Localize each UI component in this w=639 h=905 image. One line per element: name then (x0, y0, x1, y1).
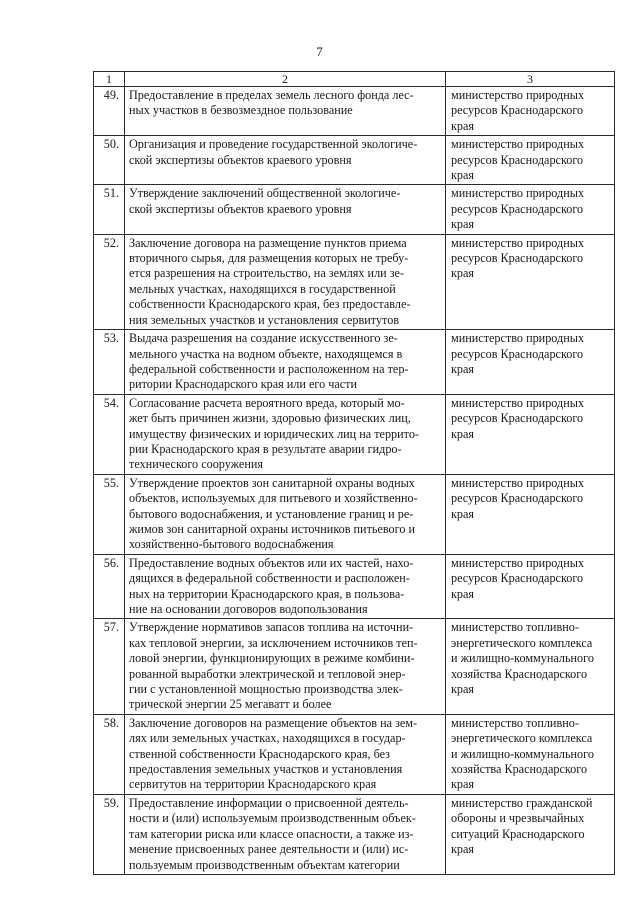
organization-line: министерство природных (451, 555, 585, 570)
row-organization (446, 794, 615, 874)
table-row (94, 234, 615, 329)
description-line: Утверждение нормативов запасов топлива на источни- (129, 620, 414, 635)
organization-line: края (451, 586, 475, 601)
description-line: Предоставление в пределах земель лесного фонда лес- (129, 88, 414, 102)
row-organization (446, 185, 615, 234)
row-number: 56. (94, 554, 125, 619)
description-line: Организация и проведение государственной экологиче- (129, 137, 418, 152)
row-number: 52. (94, 234, 125, 329)
description-line: жимов зон санитарной охраны источников питьевого и (129, 521, 415, 536)
row-description (125, 136, 446, 185)
header-col-3: 3 (446, 72, 615, 87)
description-line: ния земельных участков и установления сервитутов (129, 312, 400, 327)
table-row (94, 330, 615, 395)
description-line: Утверждение заключений общественной экологиче- (129, 186, 401, 201)
description-line: мельных участках, находящихся в государственной (129, 281, 396, 296)
description-line: имуществу физических и юридических лиц на террито- (129, 426, 419, 441)
description-line: ской экспертизы объектов краевого уровня (129, 152, 352, 167)
description-line: сервитутов на территории Краснодарского края (129, 777, 377, 792)
row-organization (446, 714, 615, 794)
organization-line: края (451, 426, 475, 441)
description-line: собственности Краснодарского края, без предоставле- (129, 297, 411, 312)
organization-line: края (451, 361, 475, 376)
page-number: 7 (316, 44, 323, 59)
description-line: ственной собственности Краснодарского края, без (129, 746, 391, 761)
description-line: ности и (или) используемым производственным объек- (129, 811, 416, 826)
row-description (125, 330, 446, 395)
description-line: Предоставление водных объектов или их частей, нахо- (129, 555, 414, 570)
row-number: 53. (94, 330, 125, 395)
organization-line: энергетического комплекса (451, 731, 593, 746)
description-line: там категории риска или классе опасности, а также из- (129, 826, 414, 841)
row-number: 59. (94, 794, 125, 874)
row-description (125, 619, 446, 714)
description-line: федеральной собственности и расположенном на тер- (129, 361, 409, 376)
table-row (94, 554, 615, 619)
organization-line: министерство природных (451, 331, 585, 346)
organization-line: обороны и чрезвычайных (451, 811, 585, 826)
description-line: дящихся в федеральной собственности и расположен- (129, 571, 410, 586)
table-header-row (94, 72, 615, 87)
row-organization (446, 394, 615, 474)
description-line: ках тепловой энергии, за исключением источников теп- (129, 635, 418, 650)
table-body (94, 72, 615, 875)
row-organization (446, 474, 615, 554)
description-line: Заключение договоров на размещение объектов на зем- (129, 715, 418, 730)
description-line: Утверждение проектов зон санитарной охраны водных (129, 475, 415, 490)
row-description (125, 185, 446, 234)
organization-line: и жилищно-коммунального (451, 746, 594, 761)
organization-line: края (451, 777, 475, 792)
organization-line: министерство природных (451, 137, 585, 152)
description-line: ловой энергии, функционирующих в режиме комбини- (129, 651, 415, 666)
table-row (94, 714, 615, 794)
description-line: ской экспертизы объектов краевого уровня (129, 201, 352, 216)
organization-line: министерство природных (451, 475, 585, 490)
row-number: 55. (94, 474, 125, 554)
organization-line: ресурсов Краснодарского (451, 251, 584, 266)
description-line: технического сооружения (129, 457, 263, 472)
description-line: ритории Краснодарского края или его части (129, 377, 358, 392)
description-line: трической энергии 25 мегаватт и более (129, 697, 332, 712)
organization-line: министерство топливно- (451, 715, 579, 730)
description-line: предоставления земельных участков и установления (129, 762, 403, 777)
table-row (94, 87, 615, 136)
row-organization (446, 136, 615, 185)
organization-line: края (451, 168, 475, 183)
row-description (125, 394, 446, 474)
table-row (94, 619, 615, 714)
organization-line: энергетического комплекса (451, 635, 593, 650)
table-row (94, 136, 615, 185)
description-line: рованной выработки электрической и тепловой энер- (129, 666, 406, 681)
description-line: лях или земельных участках, находящихся в государ- (129, 731, 406, 746)
organization-line: края (451, 217, 475, 232)
description-line: ется разрешения на строительство, на землях или зе- (129, 266, 404, 281)
description-line: Предоставление информации о присвоенной деятель- (129, 795, 409, 810)
description-line: менение присвоенных ранее деятельности и (или) ис- (129, 842, 409, 857)
row-organization (446, 330, 615, 395)
organization-line: министерство природных (451, 186, 585, 201)
description-line: ных на территории Краснодарского края, в пользова- (129, 586, 405, 601)
services-table (93, 71, 615, 875)
header-col-2: 2 (125, 72, 446, 87)
organization-line: ресурсов Краснодарского (451, 201, 584, 216)
description-line: гии с установленной мощностью производства элек- (129, 682, 403, 697)
organization-line: ресурсов Краснодарского (451, 152, 584, 167)
row-description (125, 87, 446, 136)
organization-line: министерство гражданской (451, 795, 593, 810)
row-number: 49. (94, 87, 125, 136)
organization-line: края (451, 506, 475, 521)
organization-line: министерство природных (451, 235, 585, 250)
description-line: объектов, используемых для питьевого и хозяйственно- (129, 491, 418, 506)
row-number: 54. (94, 394, 125, 474)
organization-line: министерство топливно- (451, 620, 579, 635)
organization-line: министерство природных (451, 395, 585, 410)
table-row (94, 474, 615, 554)
description-line: Согласование расчета вероятного вреда, который мо- (129, 395, 405, 410)
description-line: пользуемым производственным объектам категории (129, 857, 400, 872)
table-row (94, 394, 615, 474)
organization-line: ресурсов Краснодарского (451, 103, 584, 118)
organization-line: края (451, 682, 475, 697)
row-organization (446, 87, 615, 136)
organization-line: ресурсов Краснодарского (451, 571, 584, 586)
organization-line: ситуаций Краснодарского (451, 826, 585, 841)
row-description (125, 794, 446, 874)
row-organization (446, 234, 615, 329)
organization-line: края (451, 266, 475, 281)
row-description (125, 474, 446, 554)
description-line: бытового водоснабжения, и установление границ и ре- (129, 506, 414, 521)
header-col-1: 1 (94, 72, 125, 87)
row-description (125, 714, 446, 794)
row-number: 50. (94, 136, 125, 185)
description-line: ных участков в безвозмездное пользование (129, 103, 353, 118)
description-line: Выдача разрешения на создание искусственного зе- (129, 331, 398, 346)
description-line: хозяйственно-бытового водоснабжения (129, 537, 334, 552)
organization-line: и жилищно-коммунального (451, 651, 594, 666)
organization-line: ресурсов Краснодарского (451, 346, 584, 361)
row-organization (446, 619, 615, 714)
row-number: 57. (94, 619, 125, 714)
row-description (125, 554, 446, 619)
row-organization (446, 554, 615, 619)
table-row (94, 794, 615, 874)
description-line: ние на основании договоров водопользования (129, 602, 368, 616)
table-row (94, 185, 615, 234)
description-line: мельного участка на водном объекте, находящемся в (129, 346, 403, 361)
organization-line: края (451, 118, 475, 133)
organization-line: ресурсов Краснодарского (451, 491, 584, 506)
description-line: Заключение договора на размещение пунктов приема (129, 235, 407, 250)
organization-line: ресурсов Краснодарского (451, 411, 584, 426)
organization-line: хозяйства Краснодарского (451, 762, 588, 777)
description-line: жет быть причинен жизни, здоровью физических лиц, (129, 411, 411, 426)
row-description (125, 234, 446, 329)
row-number: 58. (94, 714, 125, 794)
organization-line: хозяйства Краснодарского (451, 666, 588, 681)
row-number: 51. (94, 185, 125, 234)
description-line: рии Краснодарского края в результате аварии гидро- (129, 441, 402, 456)
organization-line: края (451, 842, 475, 857)
description-line: вторичного сырья, для размещения которых не требу- (129, 251, 409, 266)
organization-line: министерство природных (451, 88, 585, 102)
